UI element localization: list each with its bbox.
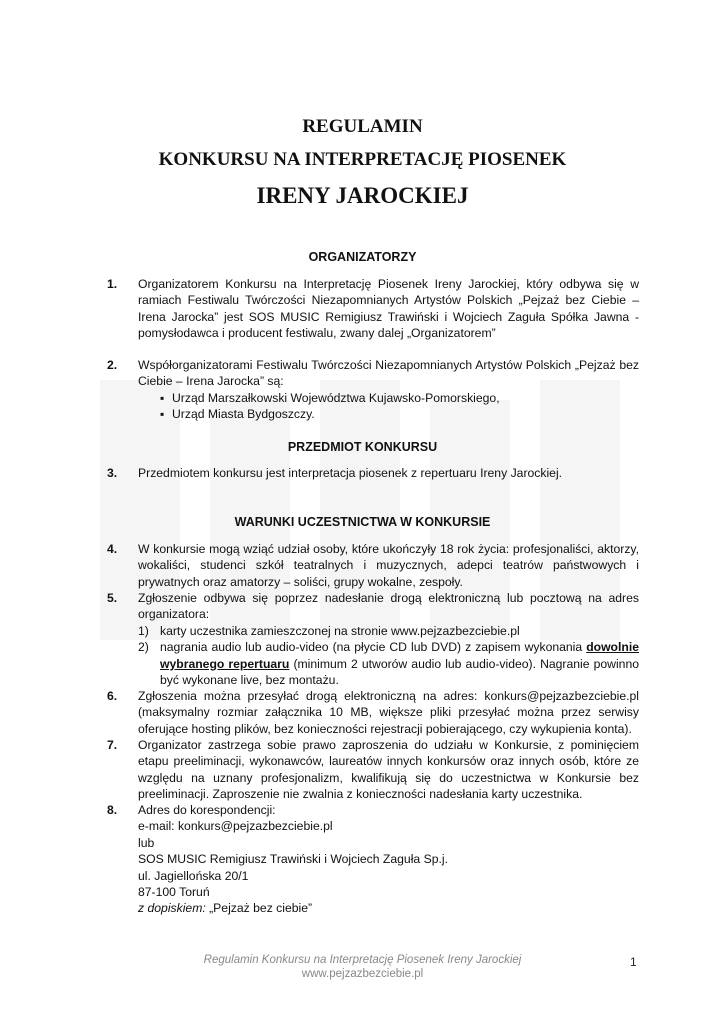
section-heading-organizers: ORGANIZATORZY [308,250,417,264]
list-item: ▪ Urząd Miasta Bydgoszczy. [160,406,639,422]
list-item-text: (minimum 2 utworów audio lub audio-video). Nagranie powinno być wykonane live, bez montażu. [160,656,639,688]
address-line: e-mail: konkurs@pejzazbezciebie.pl [138,819,333,834]
list-item-text: karty uczestnika zamieszczonej na stronie www.pejzazbezciebie.pl [160,623,520,638]
clause-number: 4. [107,542,118,556]
clause-text: Przedmiotem konkursu jest interpretacja piosenek z repertuaru Ireny Jarockiej. [138,466,563,480]
address-note-label: z dopiskiem: [138,901,206,916]
clause-1 [107,276,639,342]
list-item [138,623,639,639]
emphasized-text: dowolnie wybranego repertuaru [160,640,639,671]
address-line: 87-100 Toruń [138,885,210,900]
clause-number: 6. [107,689,118,703]
clause-text: Zgłoszenia można przesyłać drogą elektroniczną na adres: konkurs@pejzazbezciebie.pl (maksymalny rozmiar załącznika 10 MB, większe pliki przesyłać można przez serwisy oferujące hosting plików, bez konieczności rejestracji pobierającego, czy wykupienia konta). [138,689,639,736]
co-organizers-list [138,390,639,423]
page-number: 1 [630,955,637,969]
address-line: Adres do korespondencji: [138,803,276,817]
clause-number: 1. [107,277,118,291]
clause-2 [107,357,639,423]
clause-3 [107,465,639,481]
document-title-line2: KONKURSU NA INTERPRETACJĘ PIOSENEK [158,149,567,170]
clause-text: Organizatorem Konkursu na Interpretację Piosenek Ireny Jarockiej, który odbywa się w ramiach Festiwalu Twórczości Niezapomnianych Artystów Polskich „Pejzaż bez Ciebie – Irena Jarocka” jest SOS MUSIC Remigiusz Trawiński i Wojciech Zaguła Spółka Jawna - pomysłodawca i producent festiwalu, zwany dalej „Organizatorem” [138,277,639,341]
address-note-value: „Pejzaż bez ciebie” [205,901,313,916]
section-heading-subject: PRZEDMIOT KONKURSU [287,440,438,454]
clause-text: Zgłoszenie odbywa się poprzez nadesłanie drogą elektroniczną lub pocztową na adres organizatora: [138,591,639,622]
clause-number: 2. [107,358,118,372]
clause-4 [107,541,639,590]
address-note [138,900,639,916]
list-item-text: nagrania audio lub audio-video (na płycie CD lub DVD) z zapisem wykonania [160,640,587,655]
clause-8 [107,802,639,917]
list-item-number: 2) [138,640,149,655]
clause-number: 7. [107,738,118,752]
clause-number: 5. [107,591,118,605]
document-title-line3: IRENY JAROCKIEJ [256,183,469,208]
section-heading-conditions: WARUNKI UCZESTNICTWA W KONKURSIE [234,515,491,529]
clause-6 [107,688,639,737]
clause-text: W konkursie mogą wziąć udział osoby, które ukończyły 18 rok życia: profesjonaliści, aktorzy, wokaliści, studenci szkół teatralnych i muzycznych, adepci teatrów państwowych i prywatnych oraz amatorzy – soliści, grupy wokalne, zespoły. [138,542,639,589]
clause-5 [107,590,639,688]
clause-text: Organizator zastrzega sobie prawo zaproszenia do udziału w Konkursie, z pominięciem etapu preeliminacji, wykonawców, laureatów innych konkursów oraz innych osób, które ze względu na uznany profesjonalizm, kwalifikują się do uczestnictwa w Konkursie bez preeliminacji. Zaproszenie nie zwalnia z konieczności nadesłania karty uczestnika. [138,738,639,802]
clause-text: Współorganizatorami Festiwalu Twórczości Niezapomnianych Artystów Polskich „Pejzaż bez Ciebie – Irena Jarocka” są: [138,358,639,389]
list-item: ▪ Urząd Marszałkowski Województwa Kujawsko-Pomorskiego, [160,390,639,406]
clause-7 [107,737,639,803]
address-line: lub [138,835,155,850]
clause-number: 8. [107,803,118,817]
footer-title: Regulamin Konkursu na Interpretację Piosenek Ireny Jarockiej [203,954,522,966]
address-line: SOS MUSIC Remigiusz Trawiński i Wojciech Zaguła Sp.j. [138,852,448,867]
list-item-number: 1) [138,623,149,638]
footer-url: www.pejzazbezciebie.pl [301,968,424,980]
page-footer [0,953,725,981]
address-line: ul. Jagiellońska 20/1 [138,868,249,883]
submission-list [138,623,639,689]
document-title-line1: REGULAMIN [302,116,423,137]
list-item [138,639,639,688]
clause-number: 3. [107,466,118,480]
